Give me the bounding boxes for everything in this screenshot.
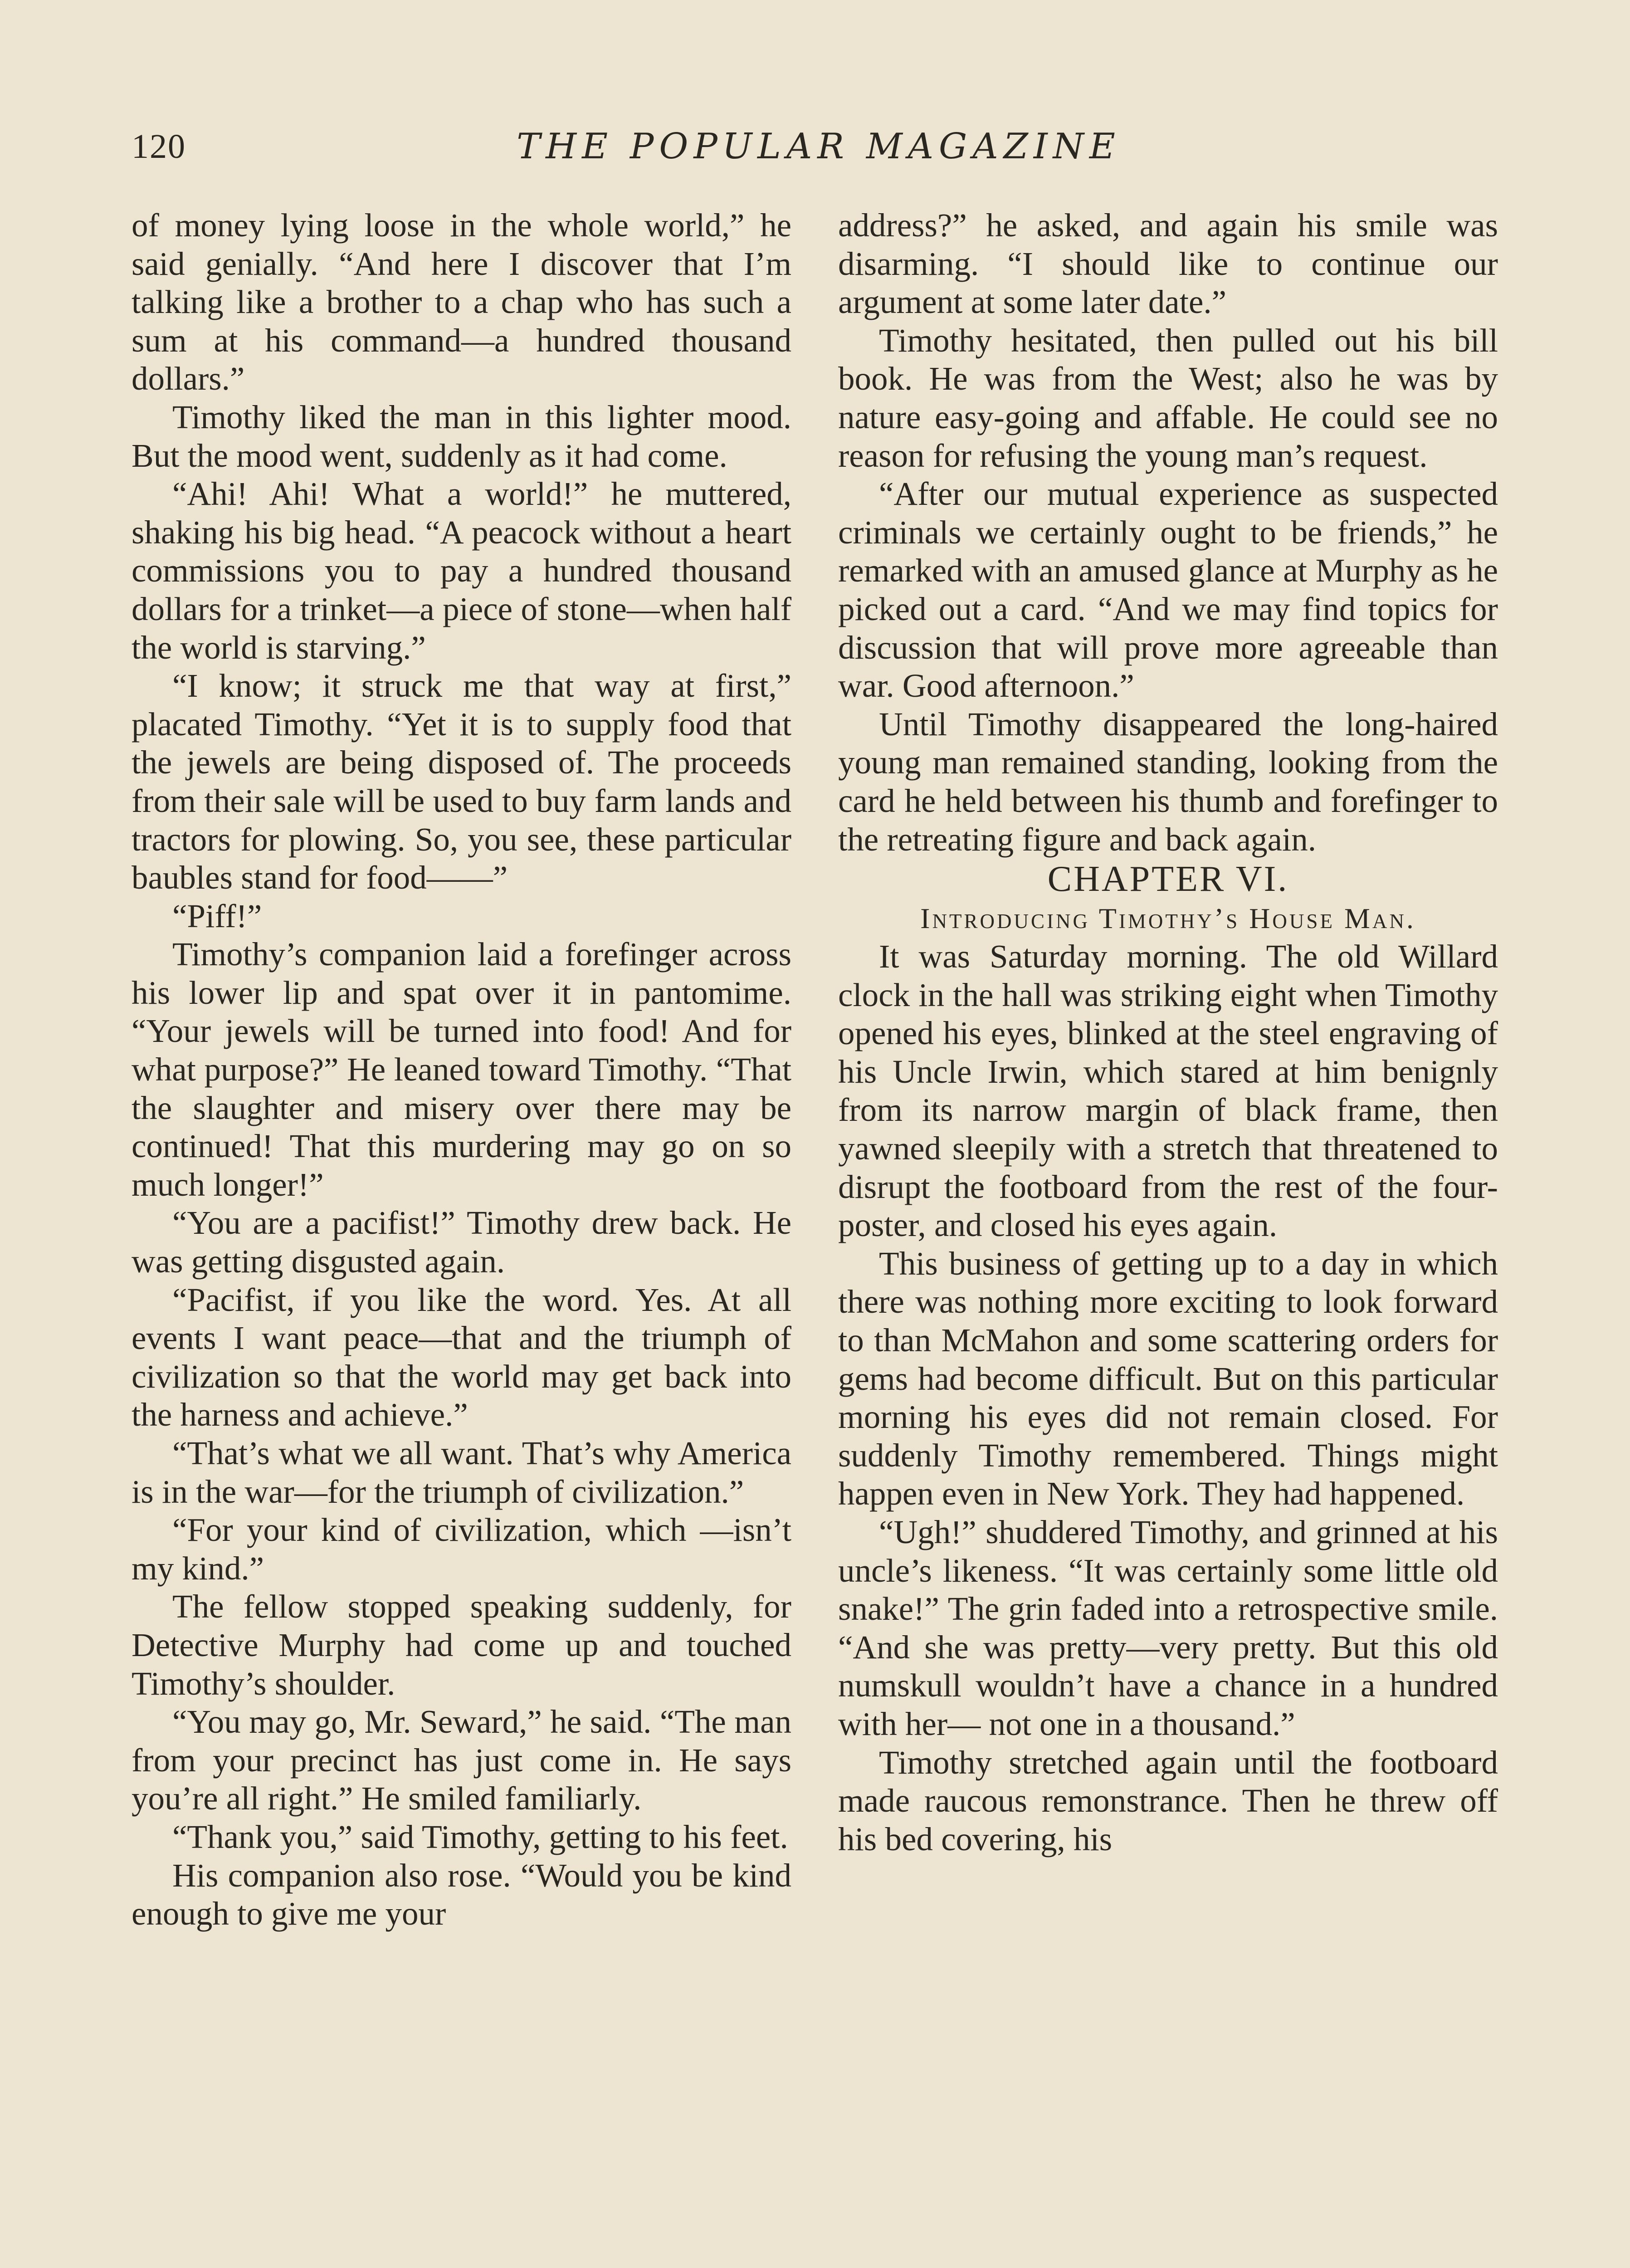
right-column — [838, 206, 1498, 1858]
page-header — [132, 122, 1506, 171]
paragraph: Timothy hesitated, then pulled out his bill book. He was from the West; also he was by nature easy-going and affable. He could see no reason for refusing the young man’s request. — [838, 322, 1498, 474]
left-column — [132, 206, 791, 1933]
paragraph: Timothy stretched again until the footboard made raucous remonstrance. Then he threw off his bed covering, his — [838, 1744, 1498, 1857]
paragraph: Timothy’s companion laid a forefinger across his lower lip and spat over it in pantomime. “Your jewels will be turned into food! And for what purpose?” He leaned toward Timothy. “That the slaughter and misery over there may be continued! That this murdering may go on so much longer!” — [132, 936, 791, 1203]
paragraph: “For your kind of civilization, which —isn’t my kind.” — [132, 1511, 791, 1587]
paragraph: “After our mutual experience as suspected criminals we certainly ought to be friends,” he remarked with an amused glance at Murphy as he picked out a card. “And we may find topics for discussion that will prove more agreeable than war. Good afternoon.” — [838, 475, 1498, 704]
paragraph: address?” he asked, and again his smile was disarming. “I should like to continue our argument at some later date.” — [838, 207, 1498, 321]
paragraph: “Pacifist, if you like the word. Yes. At all events I want peace—that and the triumph of civilization so that the world may get back into the harness and achieve.” — [132, 1281, 791, 1433]
paragraph: “You may go, Mr. Seward,” he said. “The man from your precinct has just come in. He says you’re all right.” He smiled familiarly. — [132, 1703, 791, 1817]
paragraph: The fellow stopped speaking suddenly, for Detective Murphy had come up and touched Timothy’s shoulder. — [132, 1588, 791, 1702]
paragraph: Timothy liked the man in this lighter mood. But the mood went, suddenly as it had come. — [132, 398, 791, 474]
paragraph: of money lying loose in the whole world,” he said genially. “And here I discover that I’m talking like a brother to a chap who has such a sum at his command—a hundred thousand dollars.” — [132, 207, 791, 397]
page-number: 120 — [132, 127, 186, 166]
paragraph: His companion also rose. “Would you be kind enough to give me your — [132, 1857, 791, 1932]
paragraph: “Piff!” — [172, 897, 262, 934]
paragraph: “Ahi! Ahi! What a world!” he muttered, shaking his big head. “A peacock without a heart commissions you to pay a hundred thousand dollars for a trinket—a piece of stone—when half the world is starving.” — [132, 475, 791, 666]
paragraph: “That’s what we all want. That’s why America is in the war—for the triumph of civilization.” — [132, 1435, 791, 1510]
paragraph: “Ugh!” shuddered Timothy, and grinned at his uncle’s likeness. “It was certainly some little old snake!” The grin faded into a retrospective smile. “And she was pretty—very pretty. But this old numskull wouldn’t have a chance in a hundred with her— not one in a thousand.” — [838, 1514, 1498, 1742]
paragraph: “You are a pacifist!” Timothy drew back. He was getting disgusted again. — [132, 1204, 791, 1280]
chapter-subtitle: Introducing Timothy’s House Man. — [920, 902, 1416, 935]
paragraph: “I know; it struck me that way at first,” placated Timothy. “Yet it is to supply food that the jewels are being disposed of. The proceeds from their sale will be used to buy farm lands and tractors for plowing. So, you see, these particular baubles stand for food——” — [132, 667, 791, 896]
paragraph: It was Saturday morning. The old Willard clock in the hall was striking eight when Timothy opened his eyes, blinked at the steel engraving of his Uncle Irwin, which stared at him benignly from its narrow margin of black frame, then yawned sleepily with a stretch that threatened to disrupt the footboard from the rest of the four-poster, and closed his eyes again. — [838, 938, 1498, 1244]
paragraph: Until Timothy disappeared the long-haired young man remained standing, looking from the card he held between his thumb and forefinger to the retreating figure and back again. — [838, 705, 1498, 858]
running-head: THE POPULAR MAGAZINE — [517, 126, 1121, 167]
chapter-title: CHAPTER VI. — [1047, 859, 1289, 899]
paragraph: This business of getting up to a day in which there was nothing more exciting to look forward to than McMahon and some scattering orders for gems had become difficult. But on this particular morning his eyes did not remain closed. For suddenly Timothy remembered. Things might happen even in New York. They had happened. — [838, 1245, 1498, 1512]
paragraph: “Thank you,” said Timothy, getting to his feet. — [172, 1818, 788, 1855]
